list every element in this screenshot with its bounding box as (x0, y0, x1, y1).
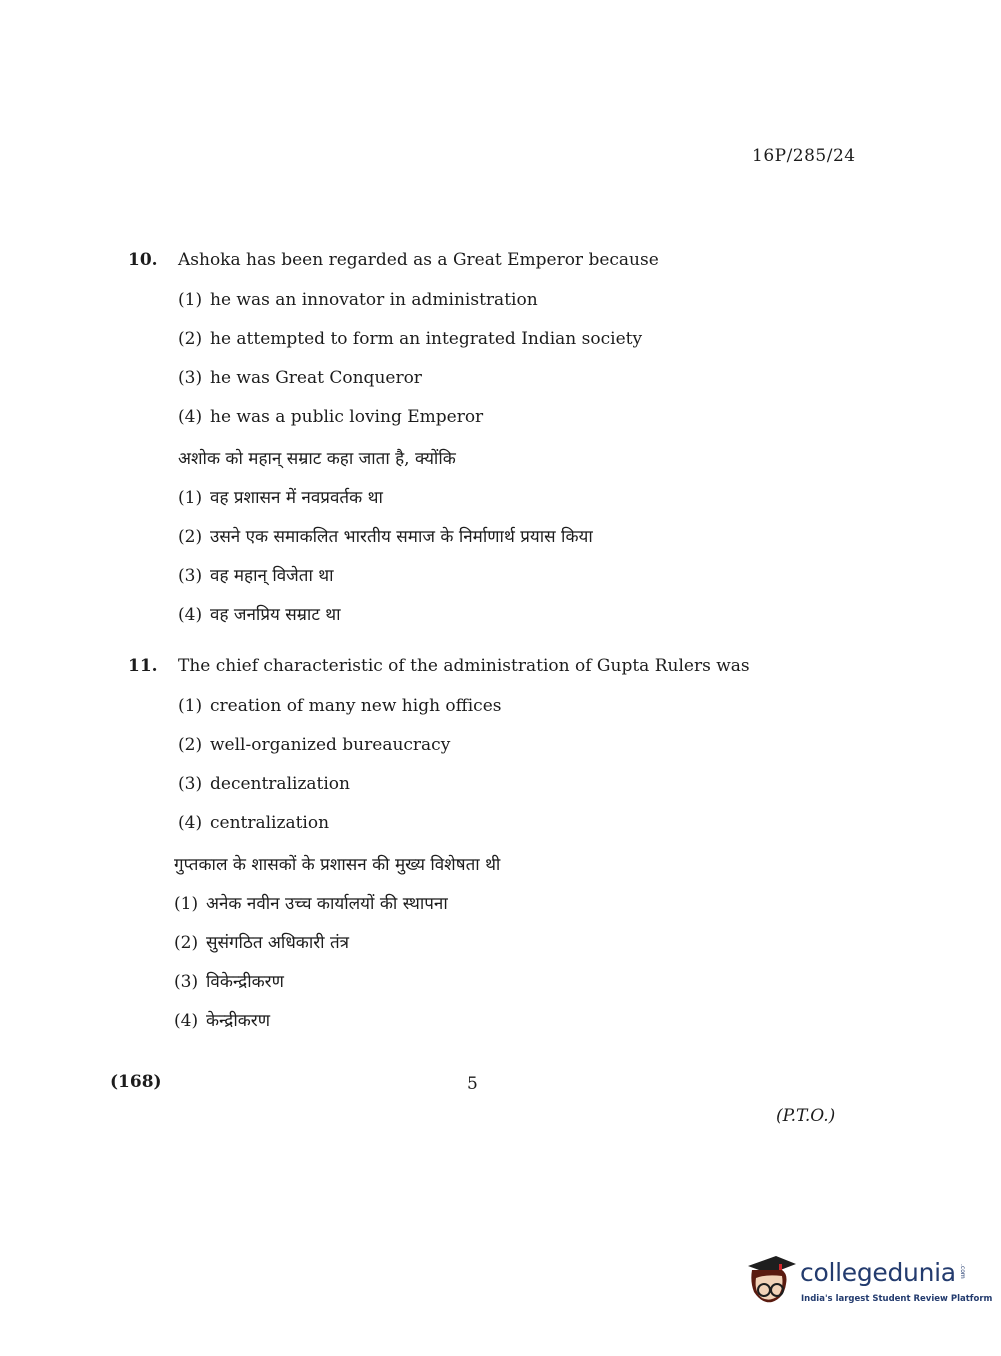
option-text: वह महान् विजेता था (210, 566, 334, 586)
option-text: वह प्रशासन में नवप्रवर्तक था (210, 488, 383, 508)
logo-tagline: India's largest Student Review Platform (801, 1294, 993, 1304)
option-hi (174, 930, 808, 969)
option-text: decentralization (210, 774, 350, 794)
option-text: अनेक नवीन उच्च कार्यालयों की स्थापना (206, 894, 448, 914)
option-number: (1) (178, 696, 203, 716)
option-text: centralization (210, 813, 330, 833)
option-text: वह जनप्रिय सम्राट था (210, 605, 341, 625)
option-text: he attempted to form an integrated Indian society (210, 329, 643, 349)
option-text: well-organized bureaucracy (210, 735, 451, 755)
option-hi (174, 891, 808, 930)
option-en (178, 735, 808, 774)
option-number: (4) (178, 407, 203, 427)
option-number: (3) (178, 368, 203, 388)
option-hi (174, 1008, 808, 1047)
question-10 (128, 250, 778, 641)
option-text: केन्द्रीकरण (206, 1011, 271, 1031)
logo-name: collegedunia (800, 1258, 956, 1287)
paper-code: 16P/285/24 (752, 146, 856, 166)
option-en (178, 329, 778, 368)
collegedunia-logo (742, 1250, 993, 1320)
option-text: विकेन्द्रीकरण (206, 972, 284, 992)
option-text: he was Great Conqueror (210, 368, 422, 388)
question-11 (128, 656, 808, 1047)
option-en (178, 696, 808, 735)
question-text-hi: गुप्तकाल के शासकों के प्रशासन की मुख्य विशेषता थी (174, 855, 501, 875)
footer-code: (168) (110, 1072, 162, 1092)
option-en (178, 290, 778, 329)
question-number: 11. (128, 656, 158, 676)
option-text: उसने एक समाकलित भारतीय समाज के निर्माणार्थ प्रयास किया (210, 527, 593, 547)
option-text: सुसंगठित अधिकारी तंत्र (206, 933, 350, 953)
question-text-en: Ashoka has been regarded as a Great Emperor because (178, 250, 659, 270)
option-hi (174, 969, 808, 1008)
option-number: (1) (178, 488, 203, 508)
option-number: (4) (178, 605, 203, 625)
question-text-en: The chief characteristic of the administration of Gupta Rulers was (178, 656, 750, 676)
question-number: 10. (128, 250, 158, 270)
option-number: (4) (178, 813, 203, 833)
pto-label: (P.T.O.) (776, 1106, 836, 1126)
option-text: he was a public loving Emperor (210, 407, 484, 427)
page-number: 5 (467, 1074, 478, 1094)
option-en (178, 368, 778, 407)
option-hi (178, 563, 778, 602)
option-number: (1) (178, 290, 203, 310)
option-hi (178, 485, 778, 524)
option-number: (2) (178, 329, 203, 349)
option-number: (3) (178, 774, 203, 794)
option-en (178, 774, 808, 813)
option-number: (1) (174, 894, 199, 914)
option-number: (2) (178, 735, 203, 755)
option-text: he was an innovator in administration (210, 290, 538, 310)
option-en (178, 407, 778, 446)
option-number: (3) (178, 566, 203, 586)
option-number: (3) (174, 972, 199, 992)
question-text-hi: अशोक को महान् सम्राट कहा जाता है, क्योंकि (178, 449, 456, 469)
option-hi (178, 602, 778, 641)
option-number: (4) (174, 1011, 199, 1031)
option-hi (178, 524, 778, 563)
option-number: (2) (174, 933, 199, 953)
mascot-icon (742, 1252, 796, 1308)
logo-com: .com (959, 1264, 966, 1279)
option-number: (2) (178, 527, 203, 547)
option-en (178, 813, 808, 852)
option-text: creation of many new high offices (210, 696, 502, 716)
